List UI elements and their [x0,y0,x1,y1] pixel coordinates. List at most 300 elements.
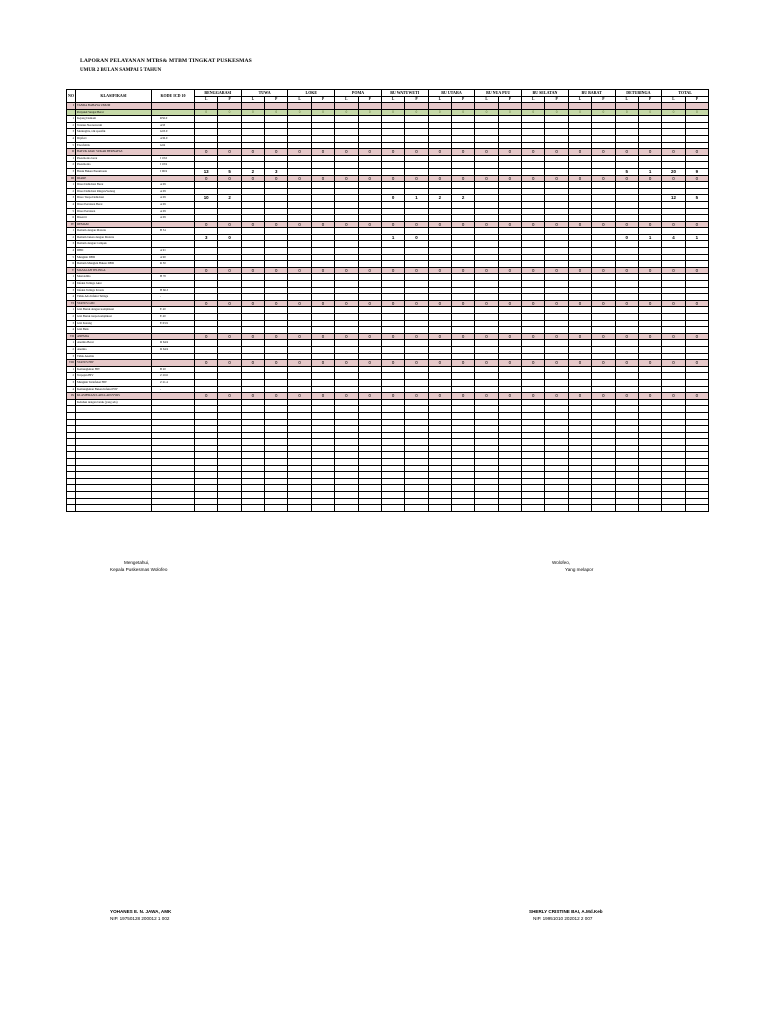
value-cell [288,314,311,321]
value-cell [662,129,685,136]
row-icd-code: B 20 [152,366,195,373]
value-cell [381,248,404,255]
value-cell [335,215,358,222]
value-cell [218,307,241,314]
row-icd-code [152,221,195,228]
row-icd-code: J 06.9 [152,168,195,175]
value-cell: 0 [451,175,474,182]
value-cell: 0 [685,333,708,340]
empty-cell [615,485,638,492]
sub-header-p: P [218,97,241,103]
value-cell [311,162,334,169]
empty-cell [638,432,661,439]
value-cell [522,142,545,149]
value-cell [288,294,311,301]
empty-cell [311,498,334,505]
value-cell [265,373,288,380]
empty-cell [381,505,404,512]
value-cell [545,386,568,393]
empty-cell [311,445,334,452]
empty-cell [451,465,474,472]
table-row [67,129,709,136]
empty-cell [638,505,661,512]
value-cell: 0 [592,393,615,400]
value-cell [311,314,334,321]
empty-cell [218,432,241,439]
value-cell: 0 [568,300,591,307]
row-icd-code [152,393,195,400]
value-cell: 0 [311,360,334,367]
value-cell [475,201,498,208]
value-cell [358,261,381,268]
value-cell [288,248,311,255]
value-cell: 0 [381,175,404,182]
empty-cell [195,439,218,446]
row-icd-code: D 64.9 [152,340,195,347]
value-cell [662,373,685,380]
value-cell [218,248,241,255]
empty-cell [522,465,545,472]
value-cell [428,340,451,347]
value-cell [475,215,498,222]
value-cell [545,254,568,261]
value-cell [592,261,615,268]
value-cell [498,142,521,149]
table-row [67,168,709,175]
value-cell [545,366,568,373]
value-cell [568,234,591,241]
table-row [67,182,709,189]
value-cell [288,254,311,261]
empty-cell [451,406,474,413]
value-cell [568,373,591,380]
value-cell [428,129,451,136]
row-no: 1 [67,228,76,235]
value-cell [335,366,358,373]
value-cell: 0 [428,221,451,228]
value-cell: 0 [428,360,451,367]
value-cell [241,129,264,136]
value-cell [685,261,708,268]
empty-cell [265,485,288,492]
value-cell: 0 [358,149,381,156]
value-cell [475,327,498,334]
value-cell [288,116,311,123]
sub-header-l: L [381,97,404,103]
value-cell [475,116,498,123]
value-cell [568,228,591,235]
empty-cell [218,426,241,433]
report-table [66,89,709,512]
empty-cell [67,439,76,446]
row-klasifikasi: Kejang Demam [76,116,152,123]
empty-cell [358,498,381,505]
empty-cell [498,498,521,505]
empty-cell [522,439,545,446]
value-cell: 0 [195,333,218,340]
empty-cell [335,419,358,426]
value-cell [685,346,708,353]
value-cell: 0 [311,300,334,307]
value-cell: 0 [288,221,311,228]
value-cell: 0 [568,267,591,274]
value-cell [522,135,545,142]
value-cell [358,379,381,386]
blank-row [67,445,709,452]
empty-cell [381,498,404,505]
empty-cell [545,406,568,413]
empty-cell [522,459,545,466]
value-cell: 0 [335,221,358,228]
report-subtitle: UMUR 2 BULAN SAMPAI 5 TAHUN [80,68,162,73]
value-cell [568,320,591,327]
value-cell [451,234,474,241]
value-cell [405,379,428,386]
value-cell [498,116,521,123]
empty-cell [405,412,428,419]
empty-cell [685,485,708,492]
row-klasifikasi: Terpajan HIV [76,373,152,380]
section-row [67,149,709,156]
value-cell [195,188,218,195]
empty-cell [265,432,288,439]
value-cell [358,135,381,142]
blank-row [67,498,709,505]
empty-cell [218,419,241,426]
value-cell [381,116,404,123]
value-cell [265,208,288,215]
value-cell: 0 [638,333,661,340]
empty-cell [615,445,638,452]
row-no: 3 [67,353,76,360]
value-cell [451,129,474,136]
value-cell [218,320,241,327]
value-cell [265,182,288,189]
value-cell [358,195,381,202]
empty-cell [218,465,241,472]
empty-cell [381,459,404,466]
empty-cell [592,412,615,419]
value-cell: 0 [522,300,545,307]
row-klasifikasi: Penyakit Sangat Berat [76,109,152,116]
row-klasifikasi: Pneumonia [76,162,152,169]
empty-cell [76,465,152,472]
value-cell: 0 [592,267,615,274]
empty-cell [67,445,76,452]
empty-cell [218,492,241,499]
value-cell [265,274,288,281]
value-cell [428,294,451,301]
empty-cell [67,478,76,485]
value-cell [288,320,311,327]
sub-header-p: P [405,97,428,103]
empty-cell [638,419,661,426]
value-cell [311,142,334,149]
value-cell [638,307,661,314]
empty-cell [475,445,498,452]
value-cell [195,182,218,189]
empty-cell [152,465,195,472]
row-no: 2 [67,346,76,353]
value-cell [311,254,334,261]
empty-cell [428,498,451,505]
empty-cell [152,492,195,499]
value-cell [195,320,218,327]
value-cell [428,208,451,215]
value-cell [568,294,591,301]
value-cell: 0 [475,267,498,274]
empty-cell [218,445,241,452]
value-cell [685,327,708,334]
empty-cell [358,505,381,512]
value-cell [428,353,451,360]
value-cell: 0 [195,300,218,307]
value-cell [195,366,218,373]
value-cell [311,168,334,175]
row-no: 6 [67,215,76,222]
sig-right-label1: Wolofeo, [552,560,571,565]
value-cell [545,155,568,162]
value-cell: 0 [218,175,241,182]
value-cell [685,135,708,142]
value-cell [428,241,451,248]
value-cell [615,373,638,380]
value-cell [405,103,428,110]
value-cell [381,346,404,353]
value-cell [381,142,404,149]
value-cell: 2 [428,195,451,202]
empty-cell [685,412,708,419]
value-cell: 2 [241,168,264,175]
value-cell: 0 [662,175,685,182]
row-no: 4 [67,248,76,255]
row-icd-code [152,149,195,156]
value-cell [522,234,545,241]
empty-cell [662,439,685,446]
value-cell [685,103,708,110]
sub-header-l: L [428,97,451,103]
sub-header-p: P [638,97,661,103]
empty-cell [381,485,404,492]
value-cell [615,314,638,321]
empty-cell [358,459,381,466]
value-cell: 0 [545,175,568,182]
empty-cell [662,492,685,499]
value-cell [522,129,545,136]
value-cell [218,314,241,321]
value-cell: 0 [358,333,381,340]
value-cell [265,241,288,248]
value-cell [475,366,498,373]
value-cell [311,234,334,241]
empty-cell [498,426,521,433]
row-icd-code: G04 [152,142,195,149]
empty-cell [405,498,428,505]
value-cell [265,314,288,321]
value-cell [451,261,474,268]
value-cell: 0 [241,300,264,307]
empty-cell [218,439,241,446]
value-cell [545,248,568,255]
value-cell [638,188,661,195]
value-cell [522,182,545,189]
sub-header-l: L [241,97,264,103]
value-cell [218,353,241,360]
empty-cell [685,465,708,472]
value-cell: 4 [662,234,685,241]
empty-cell [428,445,451,452]
value-cell [288,366,311,373]
value-cell: 0 [522,175,545,182]
value-cell [405,135,428,142]
value-cell: 0 [522,393,545,400]
value-cell [638,129,661,136]
table-body [67,103,709,512]
value-cell [358,320,381,327]
empty-cell [638,439,661,446]
value-cell [592,386,615,393]
empty-cell [428,432,451,439]
value-cell: 0 [685,175,708,182]
value-cell [405,346,428,353]
value-cell [358,254,381,261]
value-cell [498,254,521,261]
value-cell [405,248,428,255]
empty-cell [67,432,76,439]
row-icd-code: H 66.3 [152,287,195,294]
empty-cell [241,478,264,485]
table-row [67,215,709,222]
value-cell [568,135,591,142]
value-cell: 0 [662,149,685,156]
value-cell [358,168,381,175]
value-cell [381,215,404,222]
empty-cell [76,452,152,459]
empty-cell [335,426,358,433]
value-cell: 0 [311,149,334,156]
empty-cell [475,452,498,459]
value-cell [381,103,404,110]
value-cell [545,162,568,169]
empty-cell [522,498,545,505]
row-icd-code: G03.9 [152,129,195,136]
empty-cell [568,472,591,479]
value-cell [358,228,381,235]
value-cell [568,188,591,195]
row-klasifikasi: Kemungkinan HIV [76,366,152,373]
empty-cell [638,406,661,413]
value-cell [335,294,358,301]
value-cell [381,188,404,195]
sub-header-l: L [615,97,638,103]
value-cell [311,274,334,281]
row-icd-code [152,360,195,367]
value-cell [545,314,568,321]
empty-cell [311,465,334,472]
blank-row [67,492,709,499]
value-cell [288,129,311,136]
table-row [67,162,709,169]
value-cell: 0 [218,300,241,307]
value-cell [451,340,474,347]
empty-cell [662,445,685,452]
empty-cell [241,492,264,499]
value-cell [358,248,381,255]
value-cell: 0 [195,175,218,182]
value-cell [638,287,661,294]
value-cell [568,386,591,393]
sub-header-l: L [522,97,545,103]
row-icd-code: B 54 [152,228,195,235]
value-cell: 0 [545,300,568,307]
value-cell [451,307,474,314]
value-cell: 0 [638,300,661,307]
empty-cell [358,485,381,492]
value-cell: 0 [265,360,288,367]
value-cell [685,320,708,327]
row-no: VI [67,300,76,307]
empty-cell [592,465,615,472]
value-cell [241,234,264,241]
value-cell [265,155,288,162]
value-cell [381,241,404,248]
value-cell [218,135,241,142]
value-cell: 1 [381,234,404,241]
empty-cell [498,492,521,499]
value-cell [615,366,638,373]
value-cell [498,215,521,222]
row-icd-code: A 09 [152,182,195,189]
value-cell [311,379,334,386]
value-cell: 0 [405,175,428,182]
value-cell [405,188,428,195]
row-no: 4 [67,294,76,301]
value-cell [662,254,685,261]
value-cell [405,314,428,321]
value-cell [685,228,708,235]
value-cell [662,320,685,327]
value-cell [498,248,521,255]
empty-cell [428,406,451,413]
row-klasifikasi: TANDA BAHAYA UMUM [76,103,152,110]
value-cell [475,142,498,149]
empty-cell [451,498,474,505]
value-cell [241,379,264,386]
empty-cell [405,465,428,472]
empty-cell [311,406,334,413]
empty-cell [545,472,568,479]
value-cell [428,287,451,294]
value-cell [335,386,358,393]
value-cell [638,320,661,327]
value-cell [545,320,568,327]
empty-cell [358,445,381,452]
value-cell [638,340,661,347]
value-cell [638,241,661,248]
row-no: 1 [67,307,76,314]
value-cell: 0 [405,221,428,228]
value-cell: 0 [522,149,545,156]
blank-row [67,478,709,485]
value-cell [335,234,358,241]
empty-cell [288,406,311,413]
value-cell [195,307,218,314]
empty-cell [76,485,152,492]
value-cell [662,103,685,110]
empty-cell [76,492,152,499]
village-header: TUWA [241,90,288,97]
value-cell [545,346,568,353]
